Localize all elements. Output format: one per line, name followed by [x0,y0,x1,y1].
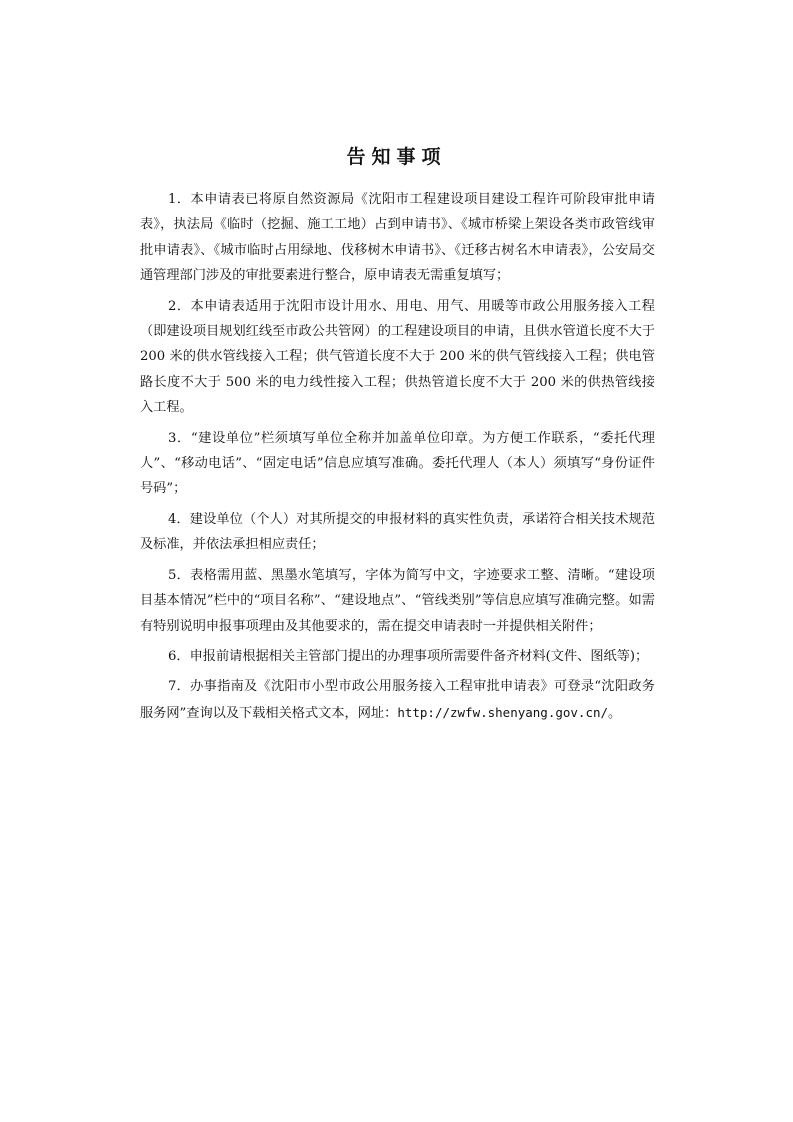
notice-item-7 [140,674,655,726]
notice-item-6: 6．申报前请根据相关主管部门提出的办理事项所需要件备齐材料(文件、图纸等)； [168,648,649,664]
website-url: http://zwfw.shenyang.gov.cn/ [397,704,609,720]
notice-item-2: 2．本申请表适用于沈阳市设计用水、用电、用气、用暖等市政公用服务接入工程（即建设项目规划红线至市政公共管网）的工程建设项目的申请，且供水管道长度不大于 200 米的供水管线接入工程；供气管道长度不大于 200 米的供气管线接入工程；供电管路长度不大于 500 米的电力线性接入工程；供热管道长度不大于 200 米的供热管线接入工程。 [140,298,655,416]
notice-item-5: 5．表格需用蓝、黑墨水笔填写，字体为简写中文，字迹要求工整、清晰。“建设项目基本情况”栏中的“项目名称”、“建设地点”、“管线类别”等信息应填写准确完整。如需有特别说明申报事项理由及其他要求的，需在提交申请表时一并提供相关附件； [140,567,655,634]
notice-item-1: 1．本申请表已将原自然资源局《沈阳市工程建设项目建设工程许可阶段审批申请表》，执法局《临时（挖掘、施工工地）占到申请书》、《城市桥梁上架设各类市政管线审批申请表》、《城市临时占用绿地、伐移树木申请书》、《迁移古树名木申请表》，公安局交通管理部门涉及的审批要素进行整合，原申请表无需重复填写； [140,192,655,284]
notice-item-4: 4．建设单位（个人）对其所提交的申报材料的真实性负责，承诺符合相关技术规范及标准，并依法承担相应责任； [140,511,655,553]
notice-item-3: 3．“建设单位”栏须填写单位全称并加盖单位印章。为方便工作联系，“委托代理人”、“移动电话”、“固定电话”信息应填写准确。委托代理人（本人）须填写“身份证件号码”； [140,430,655,497]
notice-item-7-text: 7．办事指南及《沈阳市小型市政公用服务接入工程审批申请表》可登录“沈阳政务服务网”查询以及下载相关格式文本，网址： [140,679,655,721]
notice-list [140,187,655,731]
document-title: 告知事项 [346,146,447,168]
notice-item-7-end: 。 [608,705,622,721]
